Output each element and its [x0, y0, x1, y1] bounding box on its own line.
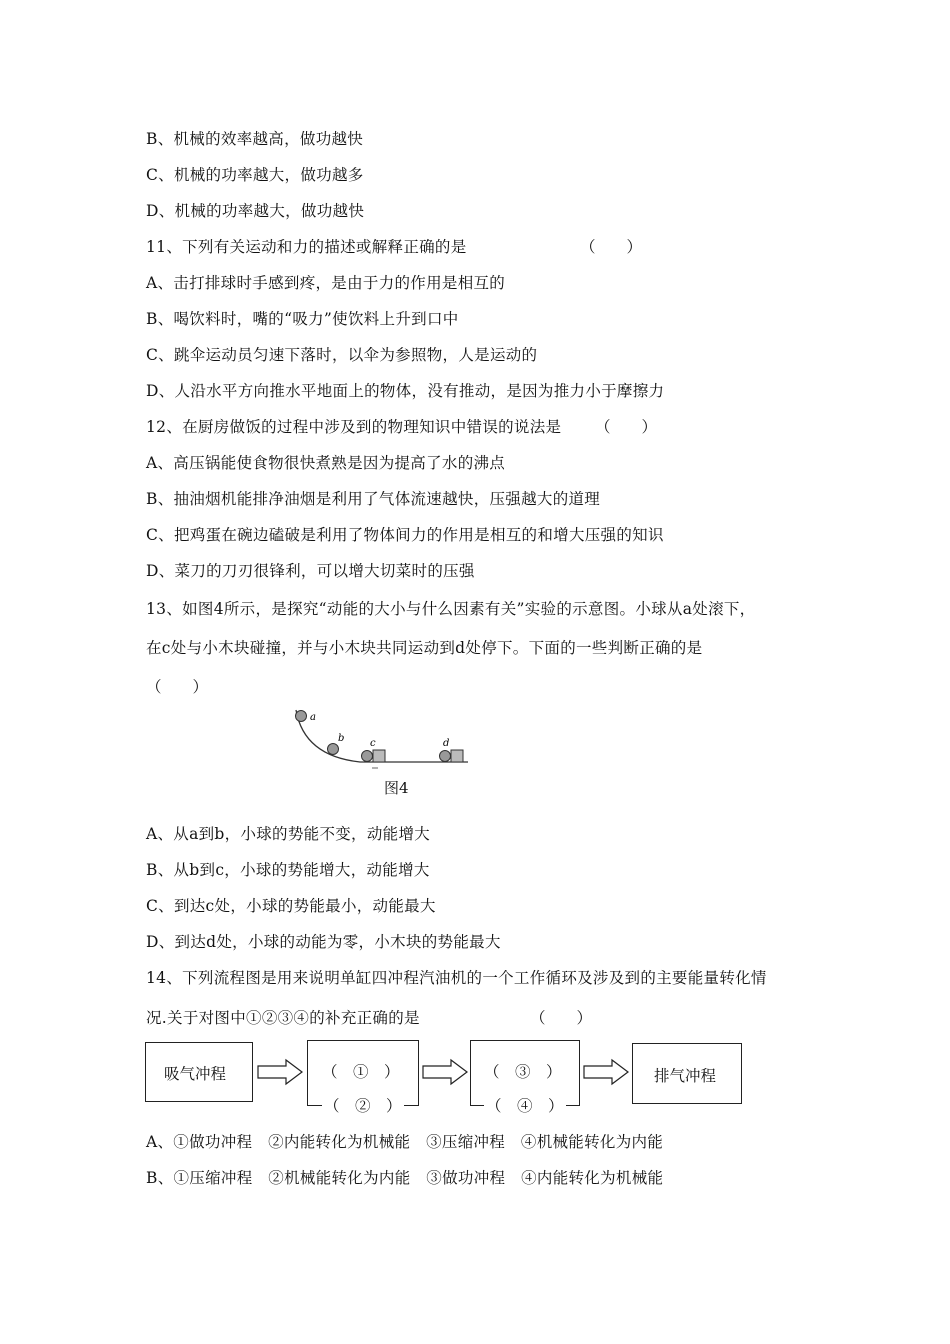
q14-option-b: B、①压缩冲程 ②机械能转化为内能 ③做功冲程 ④内能转化为机械能 [146, 1169, 664, 1187]
q13-option-a: A、从a到b，小球的势能不变，动能增大 [146, 825, 431, 843]
ball-b [328, 744, 339, 755]
label-d: d [443, 738, 450, 749]
q12-option-c: C、把鸡蛋在碗边磕破是利用了物体间力的作用是相互的和增大压强的知识 [146, 526, 664, 544]
question-11-stem: 11、下列有关运动和力的描述或解释正确的是 [146, 238, 467, 256]
flow-arrow-1 [256, 1058, 304, 1086]
option-b-line: B、机械的效率越高，做功越快 [146, 130, 364, 148]
ball-c [362, 751, 373, 762]
q11-option-c: C、跳伞运动员匀速下落时，以伞为参照物，人是运动的 [146, 346, 538, 364]
answer-paren-12: （ ） [595, 418, 658, 436]
ball-a [296, 711, 307, 722]
ball-d [440, 751, 451, 762]
q12-option-d: D、菜刀的刀刃很锋利，可以增大切菜时的压强 [146, 562, 475, 580]
question-14-stem-line2: 况.关于对图中①②③④的补充正确的是 [146, 1009, 420, 1027]
q13-option-c: C、到达c处，小球的势能最小，动能最大 [146, 897, 436, 915]
question-13-stem-line2: 在c处与小木块碰撞，并与小木块共同运动到d处停下。下面的一些判断正确的是 [146, 639, 703, 657]
answer-paren-13: （ ） [146, 678, 209, 696]
question-14-stem-line1: 14、下列流程图是用来说明单缸四冲程汽油机的一个工作循环及涉及到的主要能量转化情 [146, 969, 767, 987]
wood-block-d [451, 750, 463, 762]
q11-option-d: D、人沿水平方向推水平地面上的物体，没有推动，是因为推力小于摩擦力 [146, 382, 665, 400]
label-c: c [370, 738, 376, 749]
answer-paren-11: （ ） [580, 238, 643, 256]
figure-caption: 图4 [384, 779, 409, 797]
flow-arrow-2 [421, 1058, 469, 1086]
q13-option-d: D、到达d处，小球的动能为零，小木块的势能最大 [146, 933, 501, 951]
q13-option-b: B、从b到c，小球的势能增大，动能增大 [146, 861, 430, 879]
flow-box-2-top: （ ① ） [322, 1063, 400, 1081]
q12-option-a: A、高压锅能使食物很快煮熟是因为提高了水的沸点 [146, 454, 506, 472]
option-d-line: D、机械的功率越大，做功越快 [146, 202, 365, 220]
wood-block-c [373, 750, 385, 762]
q11-option-b: B、喝饮料时，嘴的“吸力”使饮料上升到口中 [146, 310, 459, 328]
question-12-stem: 12、在厨房做饭的过程中涉及到的物理知识中错误的说法是 [146, 418, 562, 436]
answer-paren-14: （ ） [530, 1009, 593, 1027]
flow-box-exhaust-label: 排气冲程 [654, 1067, 717, 1085]
q11-option-a: A、击打排球时手感到疼，是由于力的作用是相互的 [146, 274, 506, 292]
flow-box-3-top: （ ③ ） [484, 1063, 562, 1081]
option-c-line: C、机械的功率越大，做功越多 [146, 166, 364, 184]
question-13-stem-line1: 13、如图4所示，是探究“动能的大小与什么因素有关”实验的示意图。小球从a处滚下， [146, 600, 756, 618]
q12-option-b: B、抽油烟机能排净油烟是利用了气体流速越快，压强越大的道理 [146, 490, 601, 508]
label-a: a [310, 712, 316, 723]
figure-4-diagram [290, 704, 480, 774]
flow-box-3-bottom: （ ④ ） [484, 1094, 566, 1116]
flow-box-intake-label: 吸气冲程 [164, 1065, 227, 1083]
flow-arrow-3 [582, 1058, 630, 1086]
q14-option-a: A、①做功冲程 ②内能转化为机械能 ③压缩冲程 ④机械能转化为内能 [146, 1133, 664, 1151]
flow-box-2-bottom: （ ② ） [322, 1094, 404, 1116]
label-b: b [338, 733, 345, 744]
